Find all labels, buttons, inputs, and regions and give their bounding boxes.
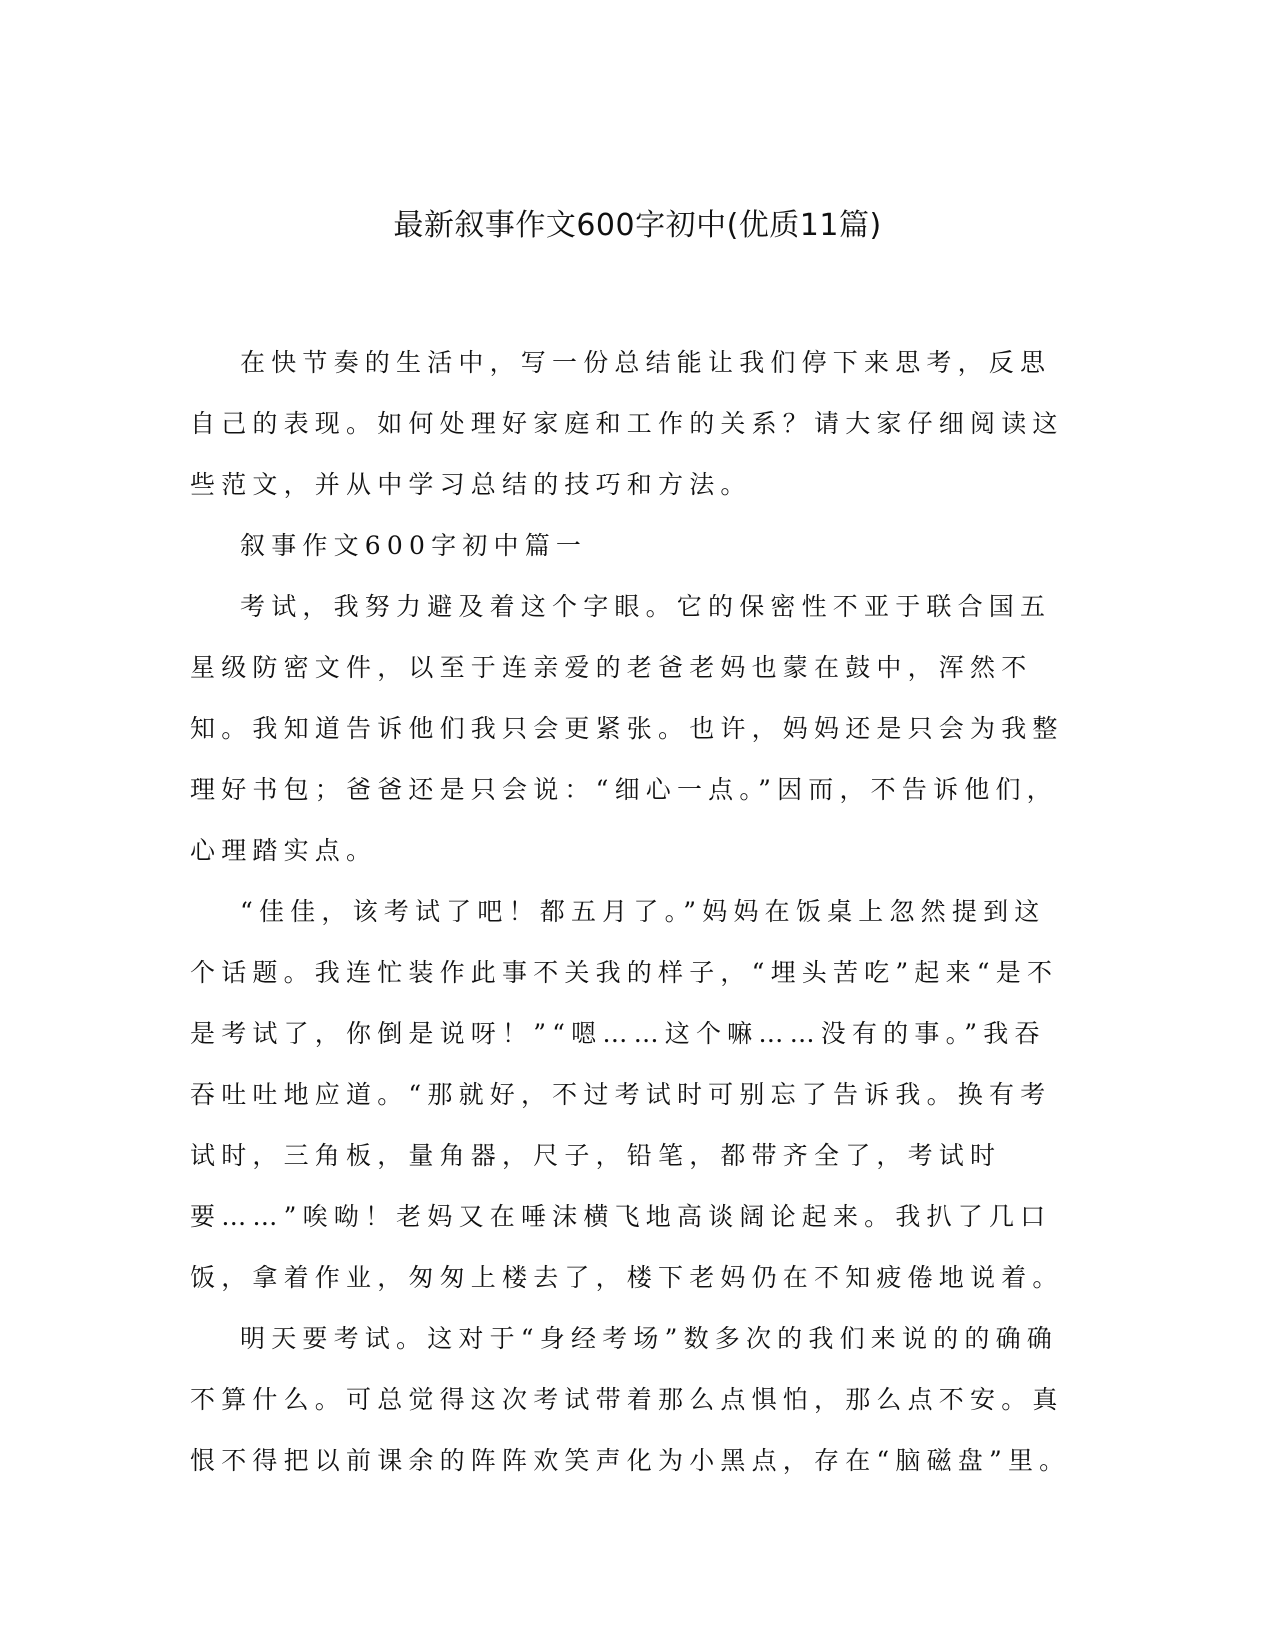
intro-paragraph: 在快节奏的生活中，写一份总结能让我们停下来思考，反思自己的表现。如何处理好家庭和工作的关系？请大家仔细阅读这些范文，并从中学习总结的技巧和方法。 bbox=[190, 348, 1064, 499]
body-paragraph: “佳佳，该考试了吧！都五月了。”妈妈在饭桌上忽然提到这个话题。我连忙装作此事不关我的样子，“埋头苦吃”起来“是不是考试了，你倒是说呀！”“嗯……这个嘛……没有的事。”我吞吞吐吐地应道。“那就好，不过考试时可别忘了告诉我。换有考试时，三角板，量角器，尺子，铅笔，都带齐全了，考试时要……”唉呦！老妈又在唾沫横飞地高谈阔论起来。我扒了几口饭，拿着作业，匆匆上楼去了，楼下老妈仍在不知疲倦地说着。 bbox=[190, 897, 1064, 1292]
document-body bbox=[190, 332, 1074, 1491]
document-title: 最新叙事作文600字初中(优质11篇) bbox=[393, 208, 882, 243]
section-heading: 叙事作文600字初中篇一 bbox=[240, 531, 588, 560]
body-paragraph: 考试，我努力避及着这个字眼。它的保密性不亚于联合国五星级防密文件，以至于连亲爱的老爸老妈也蒙在鼓中，浑然不知。我知道告诉他们我只会更紧张。也许，妈妈还是只会为我整理好书包；爸爸还是只会说：“细心一点。”因而，不告诉他们，心理踏实点。 bbox=[190, 592, 1064, 865]
body-paragraph: 明天要考试。这对于“身经考场”数多次的我们来说的的确确不算什么。可总觉得这次考试带着那么点惧怕，那么点不安。真恨不得把以前课余的阵阵欢笑声化为小黑点，存在“脑磁盘”里。 bbox=[190, 1324, 1071, 1475]
